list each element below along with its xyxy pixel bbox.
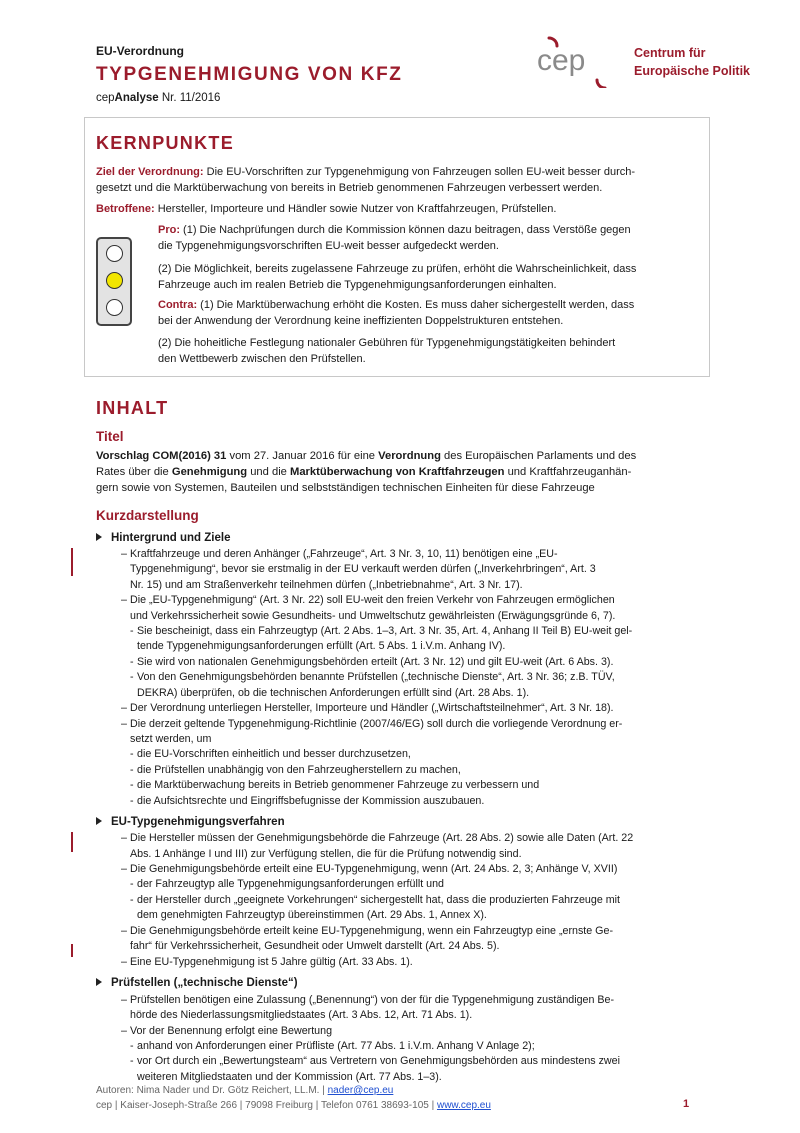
dash-bullet: – <box>121 702 127 714</box>
pro-label: Pro: <box>158 224 180 236</box>
titel-l2-e: und Kraftfahrzeuganhän- <box>504 466 632 478</box>
sub-bullet: - <box>130 878 134 890</box>
titel-l1-b: vom 27. Januar 2016 für eine <box>226 450 379 462</box>
s2-line: dem genehmigten Fahrzeugtyp übereinstimmen (Art. 29 Abs. 1, Annex X). <box>137 909 487 921</box>
logo-mark-text: cep <box>537 44 586 77</box>
titel-paragraph <box>96 448 688 496</box>
traffic-lamp-top <box>106 245 123 262</box>
s3-line: Vor der Benennung erfolgt eine Bewertung <box>130 1025 333 1037</box>
section-1-heading <box>96 532 230 544</box>
s1-line: Die derzeit geltende Typgenehmigung-Richtlinie (2007/46/EG) soll durch die vorliegende Verordnung er- <box>130 718 623 730</box>
issue-number-text: Nr. 11/2016 <box>158 92 221 104</box>
logo-text <box>634 44 750 80</box>
s1-line: setzt werden, um <box>130 733 212 745</box>
s1-line: Von den Genehmigungsbehörden benannte Prüfstellen („technische Dienste“, Art. 3 Nr. 36; z.B. TÜV, <box>137 671 615 683</box>
s3-line: hörde des Niederlassungsmitgliedstaates (Art. 3 Abs. 12, Art. 71 Abs. 1). <box>130 1009 473 1021</box>
s3-line: Prüfstellen benötigen eine Zulassung („Benennung“) von der für die Typgenehmigung zuständigen Be- <box>130 994 615 1006</box>
change-bar <box>71 944 73 957</box>
dash-bullet: – <box>121 832 127 844</box>
document-title: TYPGENEHMIGUNG VON KFZ <box>96 64 403 85</box>
kurzdarstellung-heading: Kurzdarstellung <box>96 508 199 523</box>
footer-website-link[interactable]: www.cep.eu <box>436 1100 491 1111</box>
triangle-bullet-icon <box>96 533 102 541</box>
s2-line: Eine EU-Typgenehmigung ist 5 Jahre gültig (Art. 33 Abs. 1). <box>130 956 413 968</box>
section-2-heading-text: EU-Typgenehmigungsverfahren <box>111 816 285 828</box>
dash-bullet: – <box>121 863 127 875</box>
issue-bold: Analyse <box>114 92 159 104</box>
s1-line: die Prüfstellen unabhängig von den Fahrzeugherstellern zu machen, <box>137 764 461 776</box>
titel-l1-c: Verordnung <box>378 450 441 462</box>
pro-2-paragraph <box>158 261 688 293</box>
change-bar <box>71 548 73 576</box>
traffic-light-icon <box>96 237 132 326</box>
s1-line: Typgenehmigung“, bevor sie erstmalig in der EU verkauft werden dürfen („Inverkehrbringen“, Art. 3 <box>130 563 596 575</box>
ziel-line-2: gesetzt und die Marktüberwachung von bereits in Betrieb genommenen Fahrzeugen verbessert werden. <box>96 182 603 194</box>
s1-line: die Marktüberwachung bereits in Betrieb genommener Fahrzeuge zu verbessern und <box>137 779 540 791</box>
dash-bullet: – <box>121 956 127 968</box>
change-bar <box>71 832 73 852</box>
s1-line: Der Verordnung unterliegen Hersteller, Importeure und Händler („Wirtschaftsteilnehmer“, Art. 3 Nr. 18). <box>130 702 614 714</box>
sub-bullet: - <box>130 625 134 637</box>
s1-line: und Verkehrssicherheit sowie Gesundheits- und Umweltschutz gewährleisten (Erwägungsgründe 6, 7). <box>130 610 616 622</box>
document-type: EU-Verordnung <box>96 44 185 58</box>
sub-bullet: - <box>130 894 134 906</box>
cep-logo-mark <box>535 32 627 88</box>
kernpunkte-heading: KERNPUNKTE <box>96 133 235 153</box>
titel-heading: Titel <box>96 429 124 444</box>
inhalt-heading: INHALT <box>96 398 169 418</box>
contra-label: Contra: <box>158 299 198 311</box>
ziel-paragraph <box>96 164 686 196</box>
titel-l2-d: Marktüberwachung von Kraftfahrzeugen <box>290 466 505 478</box>
triangle-bullet-icon <box>96 817 102 825</box>
sub-bullet: - <box>130 1040 134 1052</box>
s1-line: Die „EU-Typgenehmigung“ (Art. 3 Nr. 22) soll EU-weit den freien Verkehr von Fahrzeugen ermöglichen <box>130 594 615 606</box>
traffic-lamp-middle <box>106 272 123 289</box>
titel-l1-a: Vorschlag COM(2016) 31 <box>96 450 227 462</box>
betroffene-paragraph <box>96 201 686 217</box>
contra-2-paragraph <box>158 335 688 367</box>
footer-email-link[interactable]: nader@cep.eu <box>327 1085 394 1096</box>
s1-line: die Aufsichtsrechte und Eingriffsbefugnisse der Kommission auszubauen. <box>137 795 485 807</box>
issue-prefix: cep <box>96 92 115 104</box>
logo-line-2: Europäische Politik <box>634 64 751 78</box>
titel-l2-a: Rates über die <box>96 466 172 478</box>
section-3-heading-text: Prüfstellen („technische Dienste“) <box>111 977 298 989</box>
traffic-lamp-bottom <box>106 299 123 316</box>
s2-line: fahr“ für Verkehrssicherheit, Gesundheit oder Umwelt darstellt (Art. 24 Abs. 5). <box>130 940 500 952</box>
titel-l2-c: und die <box>247 466 291 478</box>
s1-line: Sie bescheinigt, dass ein Fahrzeugtyp (Art. 2 Abs. 1–3, Art. 3 Nr. 35, Art. 4, Anhang II Teil B) EU-weit gel- <box>137 625 633 637</box>
triangle-bullet-icon <box>96 978 102 986</box>
s2-line: Die Hersteller müssen der Genehmigungsbehörde die Fahrzeuge (Art. 28 Abs. 2) sowie alle Daten (Art. 22 <box>130 832 634 844</box>
s1-line: DEKRA) überprüfen, ob die technischen Anforderungen erfüllt sind (Art. 28 Abs. 1). <box>137 687 530 699</box>
contra-2-line-1: (2) Die hoheitliche Festlegung nationaler Gebühren für Typgenehmigungstätigkeiten behindert <box>158 337 616 349</box>
sub-bullet: - <box>130 795 134 807</box>
s3-line: vor Ort durch ein „Bewertungsteam“ aus Vertretern von Genehmigungsbehörden aus mindestens zwei <box>137 1055 620 1067</box>
s1-line: die EU-Vorschriften einheitlich und besser durchzusetzen, <box>137 748 411 760</box>
s2-line: der Hersteller durch „geeignete Vorkehrungen“ sichergestellt hat, dass die produzierten Fahrzeuge mit <box>137 894 620 906</box>
dash-bullet: – <box>121 925 127 937</box>
contra-1-line-2: bei der Anwendung der Verordnung keine ineffizienten Doppelstrukturen entstehen. <box>158 315 564 327</box>
dash-bullet: – <box>121 594 127 606</box>
s2-line: der Fahrzeugtyp alle Typgenehmigungsanforderungen erfüllt und <box>137 878 444 890</box>
dash-bullet: – <box>121 1025 127 1037</box>
pro-1-line-1: (1) Die Nachprüfungen durch die Kommission können dazu beitragen, dass Verstöße gegen <box>180 224 631 236</box>
ziel-line-1: Die EU-Vorschriften zur Typgenehmigung von Fahrzeugen sollen EU-weit besser durch- <box>203 166 636 178</box>
contra-1-paragraph <box>158 297 688 329</box>
titel-l1-d: des Europäischen Parlaments und des <box>440 450 637 462</box>
betroffene-text: Hersteller, Importeure und Händler sowie Nutzer von Kraftfahrzeugen, Prüfstellen. <box>154 203 557 215</box>
pro-1-paragraph <box>158 222 688 254</box>
sub-bullet: - <box>130 671 134 683</box>
contra-2-line-2: den Wettbewerb zwischen den Prüfstellen. <box>158 353 366 365</box>
sub-bullet: - <box>130 748 134 760</box>
dash-bullet: – <box>121 718 127 730</box>
section-2-heading <box>96 816 285 828</box>
cep-logo <box>535 32 765 92</box>
logo-line-1: Centrum für <box>634 46 706 60</box>
s2-line: Die Genehmigungsbehörde erteilt eine EU-Typgenehmigung, wenn (Art. 24 Abs. 2, 3; Anhänge V, XVII) <box>130 863 618 875</box>
pro-2-line-1: (2) Die Möglichkeit, bereits zugelassene Fahrzeuge zu prüfen, erhöht die Wahrscheinlichkeit, dass <box>158 263 637 275</box>
s3-line: anhand von Anforderungen einer Prüfliste (Art. 77 Abs. 1 i.V.m. Anhang V Anlage 2); <box>137 1040 535 1052</box>
contra-1-line-1: (1) Die Marktüberwachung erhöht die Kosten. Es muss daher sichergestellt werden, dass <box>197 299 635 311</box>
issue-number <box>96 92 220 104</box>
sub-bullet: - <box>130 656 134 668</box>
dash-bullet: – <box>121 994 127 1006</box>
sub-bullet: - <box>130 779 134 791</box>
s3-line: weiteren Mitgliedstaaten und der Kommission (Art. 77 Abs. 1–3). <box>137 1071 442 1083</box>
pro-2-line-2: Fahrzeuge auch im realen Betrieb die Typgenehmigungsanforderungen einhalten. <box>158 279 557 291</box>
betroffene-label: Betroffene: <box>96 203 155 215</box>
ziel-label: Ziel der Verordnung: <box>96 166 204 178</box>
s1-line: Nr. 15) und am Straßenverkehr teilnehmen dürfen („Inbetriebnahme“, Art. 3 Nr. 17). <box>130 579 523 591</box>
s1-line: Kraftfahrzeuge und deren Anhänger („Fahrzeuge“, Art. 3 Nr. 3, 10, 11) benötigen eine „EU- <box>130 548 558 560</box>
titel-l2-b: Genehmigung <box>171 466 248 478</box>
sub-bullet: - <box>130 764 134 776</box>
titel-l3: gern sowie von Systemen, Bauteilen und selbstständigen technischen Einheiten für diese Fahrzeuge <box>96 482 595 494</box>
s1-line: Sie wird von nationalen Genehmigungsbehörden erteilt (Art. 3 Nr. 12) und gilt EU-weit (Art. 6 Abs. 3). <box>137 656 614 668</box>
section-1-heading-text: Hintergrund und Ziele <box>111 532 231 544</box>
page-number: 1 <box>683 1098 690 1110</box>
s2-line: Die Genehmigungsbehörde erteilt keine EU-Typgenehmigung, wenn ein Fahrzeugtyp eine „ernste Ge- <box>130 925 613 937</box>
pro-1-line-2: die Typgenehmigungsvorschriften EU-weit besser aufgedeckt werden. <box>158 240 499 252</box>
section-3-heading <box>96 977 298 989</box>
footer <box>96 1083 491 1113</box>
footer-authors: Autoren: Nima Nader und Dr. Götz Reichert, LL.M. | <box>96 1085 328 1096</box>
s2-line: Abs. 1 Anhänge I und III) zur Verfügung stellen, die für die Prüfung notwendig sind. <box>130 848 522 860</box>
dash-bullet: – <box>121 548 127 560</box>
s1-line: tende Typgenehmigungsanforderungen erfüllt (Art. 5 Abs. 1 i.V.m. Anhang IV). <box>137 640 506 652</box>
sub-bullet: - <box>130 1055 134 1067</box>
footer-address: cep | Kaiser-Joseph-Straße 266 | 79098 Freiburg | Telefon 0761 38693-105 | <box>96 1100 437 1111</box>
